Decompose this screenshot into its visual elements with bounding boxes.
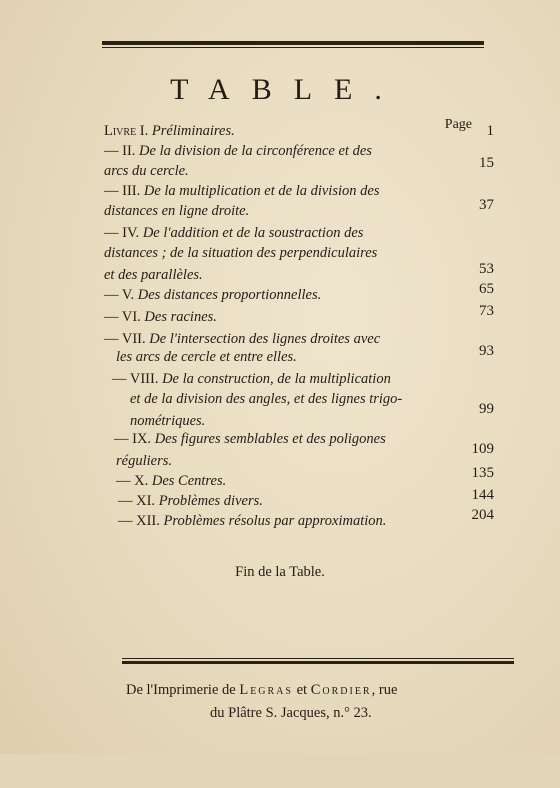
toc-line bbox=[104, 369, 494, 389]
toc-number: — V. bbox=[104, 287, 135, 303]
toc-number: — VIII. bbox=[112, 371, 159, 387]
toc-line bbox=[104, 155, 494, 181]
page-title: TABLE. bbox=[170, 73, 404, 106]
toc-line bbox=[104, 487, 494, 511]
toc-number: — VI. bbox=[104, 309, 141, 325]
toc-line bbox=[104, 243, 494, 263]
toc-text: arcs du cercle. bbox=[104, 163, 189, 179]
toc-page: 15 bbox=[479, 155, 494, 171]
page-bottom-edge bbox=[0, 754, 560, 788]
printer-imprint-line2: du Plâtre S. Jacques, n.° 23. bbox=[210, 705, 372, 721]
toc-line bbox=[104, 197, 494, 221]
toc-page: 93 bbox=[479, 343, 494, 359]
toc-number: — VII. bbox=[104, 331, 146, 347]
printer-name: Cordier bbox=[310, 682, 372, 698]
toc-line bbox=[104, 429, 494, 449]
toc-page: 1 bbox=[486, 123, 494, 139]
toc-page: 204 bbox=[471, 507, 494, 523]
toc-text: Des figures semblables et des poligones bbox=[154, 431, 386, 447]
toc-line bbox=[104, 121, 494, 141]
toc-page: 135 bbox=[471, 465, 494, 481]
toc-number: — IX. bbox=[114, 431, 152, 447]
toc-text: Problèmes divers. bbox=[158, 493, 263, 509]
toc-line bbox=[104, 401, 494, 431]
toc-text: Des distances proportionnelles. bbox=[137, 287, 322, 303]
toc-line bbox=[104, 343, 494, 367]
printer-imprint-line1 bbox=[126, 682, 514, 699]
printer-name: Legras bbox=[239, 682, 293, 698]
toc-text: et de la division des angles, et des lignes trigo- bbox=[130, 391, 403, 407]
toc-text: les arcs de cercle et entre elles. bbox=[116, 349, 297, 365]
toc-text: Problèmes résolus par approximation. bbox=[163, 513, 387, 529]
toc-text: De la construction, de la multiplication bbox=[162, 371, 391, 387]
toc-number: — XI. bbox=[118, 493, 156, 509]
toc-line bbox=[104, 303, 494, 327]
toc-number: Livre I. bbox=[104, 123, 149, 139]
imprint-text: , rue bbox=[371, 682, 398, 698]
top-double-rule bbox=[102, 41, 484, 52]
bottom-double-rule bbox=[122, 658, 514, 668]
toc-text: Des racines. bbox=[144, 309, 217, 325]
toc-page: 73 bbox=[479, 303, 494, 319]
toc-number: — II. bbox=[104, 143, 136, 159]
toc-page: 99 bbox=[479, 401, 494, 417]
toc-number: — IV. bbox=[104, 225, 140, 241]
toc-text: distances en ligne droite. bbox=[104, 203, 250, 219]
toc-number: — III. bbox=[104, 183, 141, 199]
toc-line bbox=[104, 281, 494, 305]
toc-number: — XII. bbox=[118, 513, 160, 529]
toc-page: 109 bbox=[471, 441, 494, 457]
toc-number: — X. bbox=[116, 473, 149, 489]
toc-page: 37 bbox=[479, 197, 494, 213]
imprint-text: et bbox=[292, 682, 311, 698]
toc-line bbox=[104, 329, 494, 349]
end-note: Fin de la Table. bbox=[235, 564, 325, 580]
toc-text: distances ; de la situation des perpendiculaires bbox=[104, 245, 378, 261]
toc-line bbox=[104, 223, 494, 243]
toc-text: De la division de la circonférence et des bbox=[139, 143, 372, 159]
toc-text: et des parallèles. bbox=[104, 267, 203, 283]
toc-text: De l'intersection des lignes droites avec bbox=[149, 331, 381, 347]
toc-text: nométriques. bbox=[130, 413, 206, 429]
page-column-header: Page bbox=[444, 117, 472, 132]
toc-line bbox=[104, 507, 494, 531]
toc-line bbox=[104, 441, 494, 471]
toc-page: 144 bbox=[471, 487, 494, 503]
toc-text: De la multiplication et de la division des bbox=[143, 183, 380, 199]
toc-line bbox=[104, 141, 494, 161]
toc-page: 53 bbox=[479, 261, 494, 277]
toc-text: réguliers. bbox=[116, 453, 172, 469]
toc-line bbox=[104, 181, 494, 201]
toc-text: Préliminaires. bbox=[151, 123, 235, 139]
toc-text: Des Centres. bbox=[151, 473, 227, 489]
imprint-text: De l'Imprimerie de bbox=[126, 682, 240, 698]
toc-text: De l'addition et de la soustraction des bbox=[142, 225, 364, 241]
toc-line bbox=[104, 465, 494, 491]
toc-line bbox=[104, 389, 494, 409]
toc-page: 65 bbox=[479, 281, 494, 297]
toc-line bbox=[104, 261, 494, 285]
